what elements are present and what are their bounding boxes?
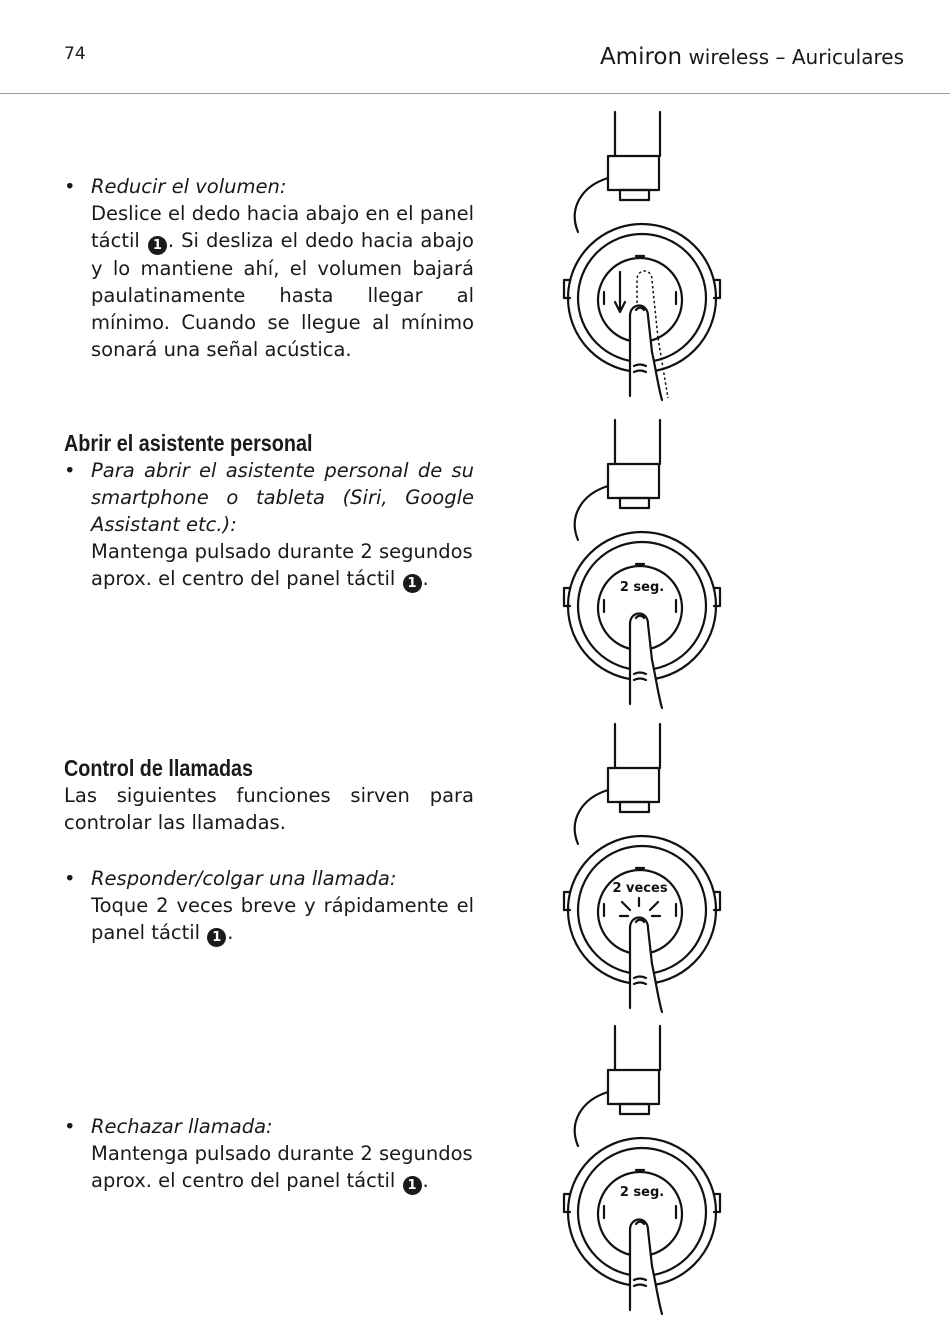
assistant-section — [64, 430, 474, 593]
bullet-dot: • — [64, 867, 76, 890]
volume-down-section — [64, 173, 474, 363]
bullet-dot: • — [64, 1115, 76, 1138]
volume-down-title: Reducir el volumen: — [91, 175, 287, 198]
touch-panel-number-badge: 1 — [403, 574, 422, 593]
headphone-hold-illustration — [560, 416, 730, 712]
calls-section — [64, 755, 474, 836]
bullet-dot: • — [64, 175, 76, 198]
volume-down-item — [64, 173, 474, 363]
calls-intro: Las siguientes funciones sirven para controlar las llamadas. — [64, 784, 474, 834]
answer-call-item — [64, 865, 474, 947]
touch-panel-number-badge: 1 — [148, 236, 167, 255]
touch-panel-number-badge: 1 — [207, 928, 226, 947]
header-title — [600, 44, 904, 70]
reject-call-item — [64, 1113, 474, 1195]
header-rule — [0, 93, 950, 94]
reject-call-section — [64, 1113, 474, 1195]
assistant-title: Para abrir el asistente personal de su smartphone o tableta (Siri, Google Assistant etc.): — [91, 459, 474, 536]
headphone-swipe-down-illustration — [560, 108, 730, 404]
calls-heading: Control de llamadas — [64, 755, 254, 781]
volume-down-text: Deslice el dedo hacia abajo en el panel táctil 1 . Si desliza el dedo hacia abajo y lo mantiene ahí, el volumen bajará paulatinamente hasta llegar al mínimo. Cuando se llegue al mínimo sonará una señal acústica. — [91, 202, 474, 361]
assistant-heading: Abrir el asistente personal — [64, 430, 313, 456]
brand-name: Amiron — [599, 44, 683, 70]
tap-count-label: 2 veces — [612, 881, 668, 896]
assistant-text: Mantenga pulsado durante 2 segundos aprox. el centro del panel táctil 1 . — [91, 540, 473, 591]
reject-call-text: Mantenga pulsado durante 2 segundos aprox. el centro del panel táctil 1 . — [91, 1142, 473, 1193]
answer-call-title: Responder/colgar una llamada: — [91, 867, 397, 890]
assistant-item — [64, 457, 474, 593]
header-subtitle: wireless – Auriculares — [688, 45, 904, 69]
hold-duration-label: 2 seg. — [619, 1185, 665, 1200]
bullet-dot: • — [64, 459, 76, 482]
headphone-hold-reject-illustration — [560, 1022, 730, 1318]
answer-call-section — [64, 865, 474, 947]
touch-panel-number-badge: 1 — [403, 1176, 422, 1195]
headphone-double-tap-illustration — [560, 720, 730, 1016]
page-number: 74 — [64, 44, 86, 64]
answer-call-text: Toque 2 veces breve y rápidamente el panel táctil 1 . — [91, 894, 474, 945]
hold-duration-label: 2 seg. — [619, 580, 665, 595]
reject-call-title: Rechazar llamada: — [91, 1115, 273, 1138]
